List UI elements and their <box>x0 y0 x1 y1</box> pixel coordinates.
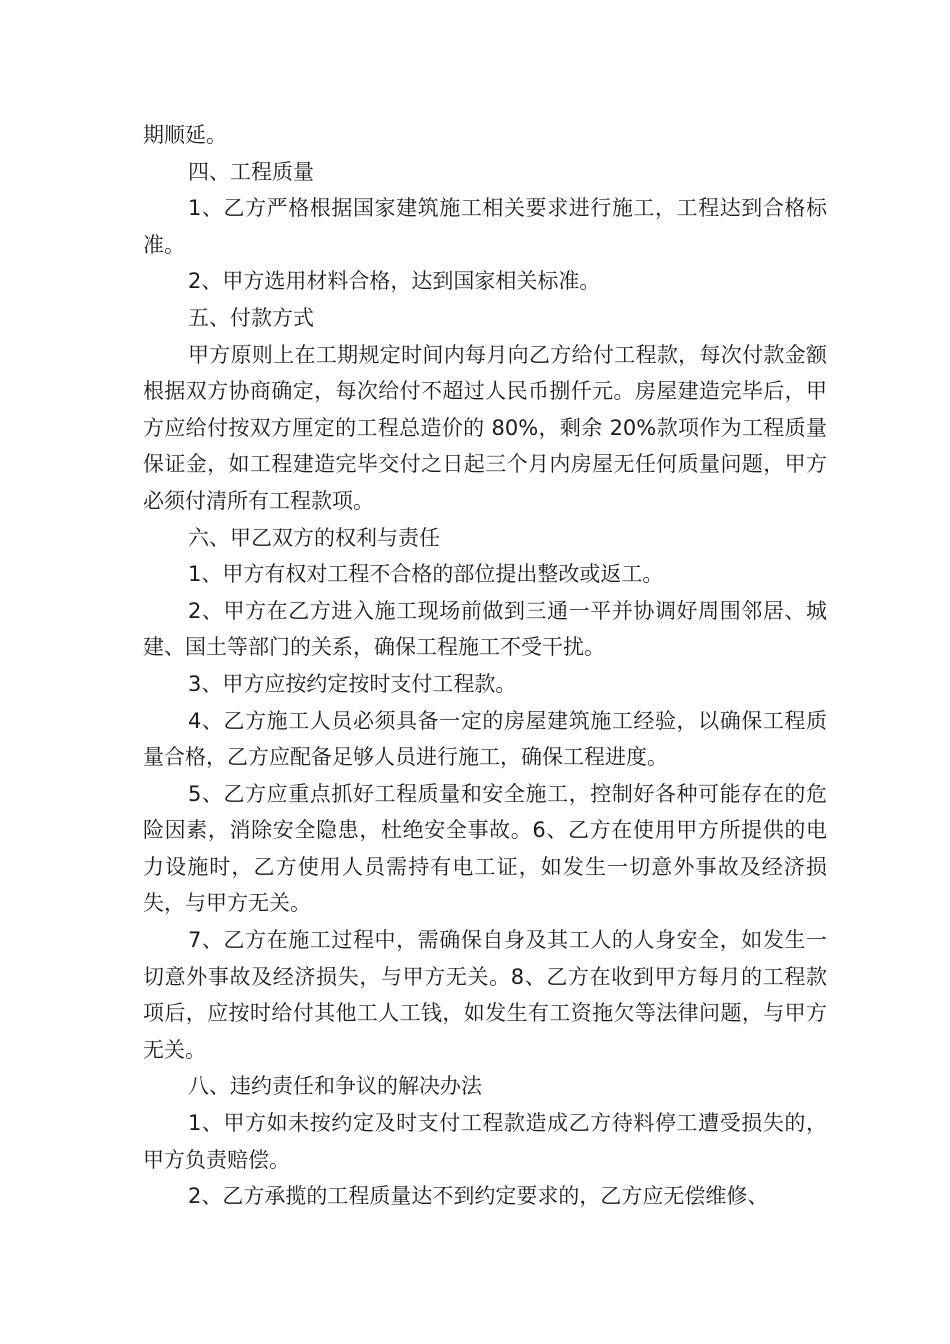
paragraph: 2、乙方承揽的工程质量达不到约定要求的，乙方应无偿维修、 <box>188 1184 769 1209</box>
paragraph: 2、甲方在乙方进入施工现场前做到三通一平并协调好周围邻居、城建、国土等部门的关系，确保工程施工不受干扰。 <box>143 598 827 660</box>
paragraph: 甲方原则上在工期规定时间内每月向乙方给付工程款，每次付款金额根据双方协商确定，每次给付不超过人民币捌仟元。房屋建造完毕后，甲方应给付按双方厘定的工程总造价的 80%，剩余 20%款项作为工程质量保证金，如工程建造完毕交付之日起三个月内房屋无任何质量问题，甲方必须付清所有工程款项。 <box>143 342 827 513</box>
paragraph: 5、乙方应重点抓好工程质量和安全施工，控制好各种可能存在的危险因素，消除安全隐患，杜绝安全事故。6、乙方在使用甲方所提供的电力设施时，乙方使用人员需持有电工证，如发生一切意外事故及经济损失，与甲方无关。 <box>143 781 827 916</box>
section-heading-breach: 八、违约责任和争议的解决办法 <box>188 1074 482 1099</box>
paragraph: 2、甲方选用材料合格，达到国家相关标准。 <box>188 269 601 294</box>
paragraph: 7、乙方在施工过程中，需确保自身及其工人的人身安全，如发生一切意外事故及经济损失，与甲方无关。8、乙方在收到甲方每月的工程款项后，应按时给付其他工人工钱，如发生有工资拖欠等法律问题，与甲方无关。 <box>143 928 827 1062</box>
section-heading-payment: 五、付款方式 <box>188 305 314 330</box>
paragraph: 4、乙方施工人员必须具备一定的房屋建筑施工经验，以确保工程质量合格，乙方应配备足够人员进行施工，确保工程进度。 <box>143 708 827 770</box>
paragraph: 1、甲方有权对工程不合格的部位提出整改或返工。 <box>188 562 664 587</box>
paragraph-continuation: 期顺延。 <box>143 123 227 147</box>
paragraph: 1、乙方严格根据国家建筑施工相关要求进行施工，工程达到合格标准。 <box>143 196 827 257</box>
section-heading-rights: 六、甲乙双方的权利与责任 <box>188 525 440 550</box>
paragraph: 3、甲方应按约定按时支付工程款。 <box>188 671 517 696</box>
paragraph: 1、甲方如未按约定及时支付工程款造成乙方待料停工遭受损失的，甲方负责赔偿。 <box>143 1111 827 1172</box>
section-heading-quality: 四、工程质量 <box>188 159 314 184</box>
document-body <box>143 117 827 1215</box>
